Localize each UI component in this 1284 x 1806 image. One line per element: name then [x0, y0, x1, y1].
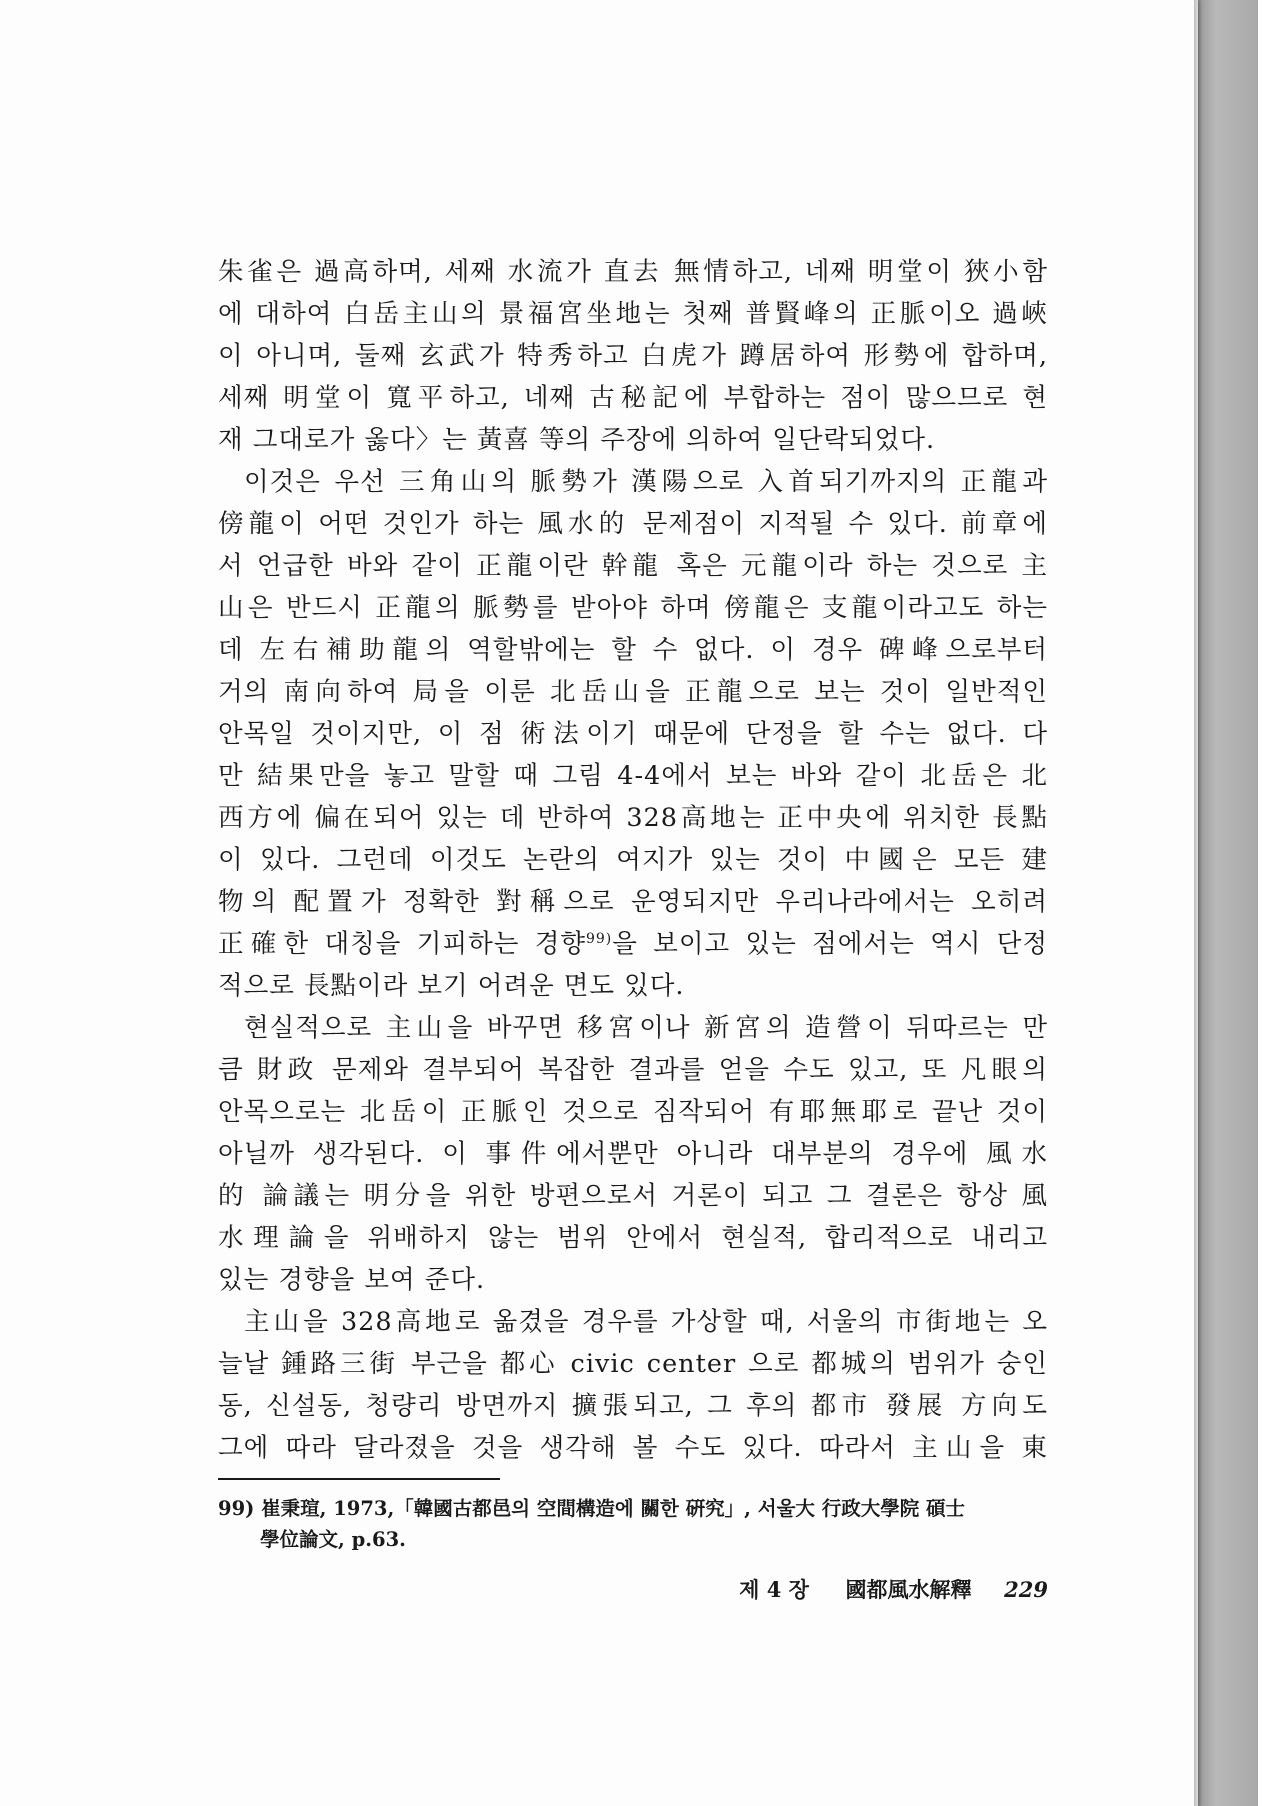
text-line: 적으로 長點이라 보기 어려운 면도 있다. — [218, 971, 685, 1001]
footnotes — [218, 1493, 1048, 1555]
text-line: 현실적으로 主山을 바꾸면 移宮이나 新宮의 造營이 뒤따르는 만 — [244, 1013, 1048, 1043]
text-line: 西方에 偏在되어 있는 데 반하여 328高地는 正中央에 위치한 長點 — [218, 803, 1048, 833]
text-line: 서 언급한 바와 같이 正龍이란 幹龍 혹은 元龍이라 하는 것으로 主 — [218, 551, 1048, 581]
text-line: 主山을 328高地로 옮겼을 경우를 가상할 때, 서울의 市街地는 오 — [244, 1307, 1048, 1337]
text-line: 거의 南向하여 局을 이룬 北岳山을 正龍으로 보는 것이 일반적인 — [218, 677, 1048, 707]
chapter-label: 제 4 장 — [739, 1577, 809, 1602]
text-line: 큼 財政 문제와 결부되어 복잡한 결과를 얻을 수도 있고, 또 凡眼의 — [218, 1055, 1048, 1085]
text-line: 山은 반드시 正龍의 脈勢를 받아야 하며 傍龍은 支龍이라고도 하는 — [218, 593, 1048, 623]
text-line: 그에 따라 달라졌을 것을 생각해 볼 수도 있다. 따라서 主山을 東 — [218, 1433, 1048, 1463]
text-line: 재 그대로가 옳다〉는 黃喜 等의 주장에 의하여 일단락되었다. — [218, 425, 936, 455]
text-line: 아닐까 생각된다. 이 事件에서뿐만 아니라 대부분의 경우에 風水 — [218, 1139, 1048, 1169]
body-text — [218, 251, 1048, 1469]
text-segment: 을 보이고 있는 점에서는 역시 단정 — [612, 929, 1048, 959]
text-line: 늘날 鍾路三街 부근을 都心 civic center 으로 都城의 범위가 숭인 — [218, 1349, 1048, 1379]
text-line: 세째 明堂이 寬平하고, 네째 古秘記에 부합하는 점이 많으므로 현 — [218, 383, 1048, 413]
text-line: 안목으로는 北岳이 正脈인 것으로 짐작되어 有耶無耶로 끝난 것이 — [218, 1097, 1048, 1127]
text-line-with-footnote-ref — [218, 923, 1048, 965]
text-line: 있는 경향을 보여 준다. — [218, 1265, 486, 1295]
footnote-line: 99) 崔秉瑄, 1973,「韓國古都邑의 空間構造에 關한 硏究」, 서울大 行政大學院 碩士 — [218, 1497, 965, 1520]
text-line: 物의 配置가 정확한 對稱으로 운영되지만 우리나라에서는 오히려 — [218, 887, 1048, 917]
page-edge — [1198, 0, 1258, 1806]
page-shadow — [1194, 0, 1202, 1806]
text-line: 水理論을 위배하지 않는 범위 안에서 현실적, 합리적으로 내리고 — [218, 1223, 1048, 1253]
text-line: 的 論議는 明分을 위한 방편으로서 거론이 되고 그 결론은 항상 風 — [218, 1181, 1048, 1211]
text-line: 만 結果만을 놓고 말할 때 그림 4-4에서 보는 바와 같이 北岳은 北 — [218, 761, 1048, 791]
text-line: 이 아니며, 둘째 玄武가 特秀하고 白虎가 蹲居하여 形勢에 합하며, — [218, 341, 1048, 371]
text-line: 朱雀은 過高하며, 세째 水流가 直去 無情하고, 네째 明堂이 狹小함 — [218, 257, 1048, 287]
text-line: 이 있다. 그런데 이것도 논란의 여지가 있는 것이 中國은 모든 建 — [218, 845, 1048, 875]
footnote-line: 學位論文, p.63. — [260, 1528, 406, 1551]
text-line: 동, 신설동, 청량리 방면까지 擴張되고, 그 후의 都市 發展 方向도 — [218, 1391, 1048, 1421]
text-segment: 正確한 대칭을 기피하는 경향 — [218, 929, 586, 959]
chapter-title: 國都風水解釋 — [845, 1577, 972, 1602]
text-line: 이것은 우선 三角山의 脈勢가 漢陽으로 入首되기까지의 正龍과 — [244, 467, 1048, 497]
text-line: 傍龍이 어떤 것인가 하는 風水的 문제점이 지적될 수 있다. 前章에 — [218, 509, 1048, 539]
text-line: 데 左右補助龍의 역할밖에는 할 수 없다. 이 경우 碑峰으로부터 — [218, 635, 1048, 665]
text-line: 에 대하여 白岳主山의 景福宮坐地는 첫째 普賢峰의 正脈이오 過峽 — [218, 299, 1048, 329]
text-line: 안목일 것이지만, 이 점 術法이기 때문에 단정을 할 수는 없다. 다 — [218, 719, 1048, 749]
page-number: 229 — [1004, 1577, 1048, 1602]
running-footer — [718, 1574, 1048, 1604]
footnote-divider — [218, 1478, 500, 1480]
footnote-reference: 99) — [585, 931, 613, 947]
